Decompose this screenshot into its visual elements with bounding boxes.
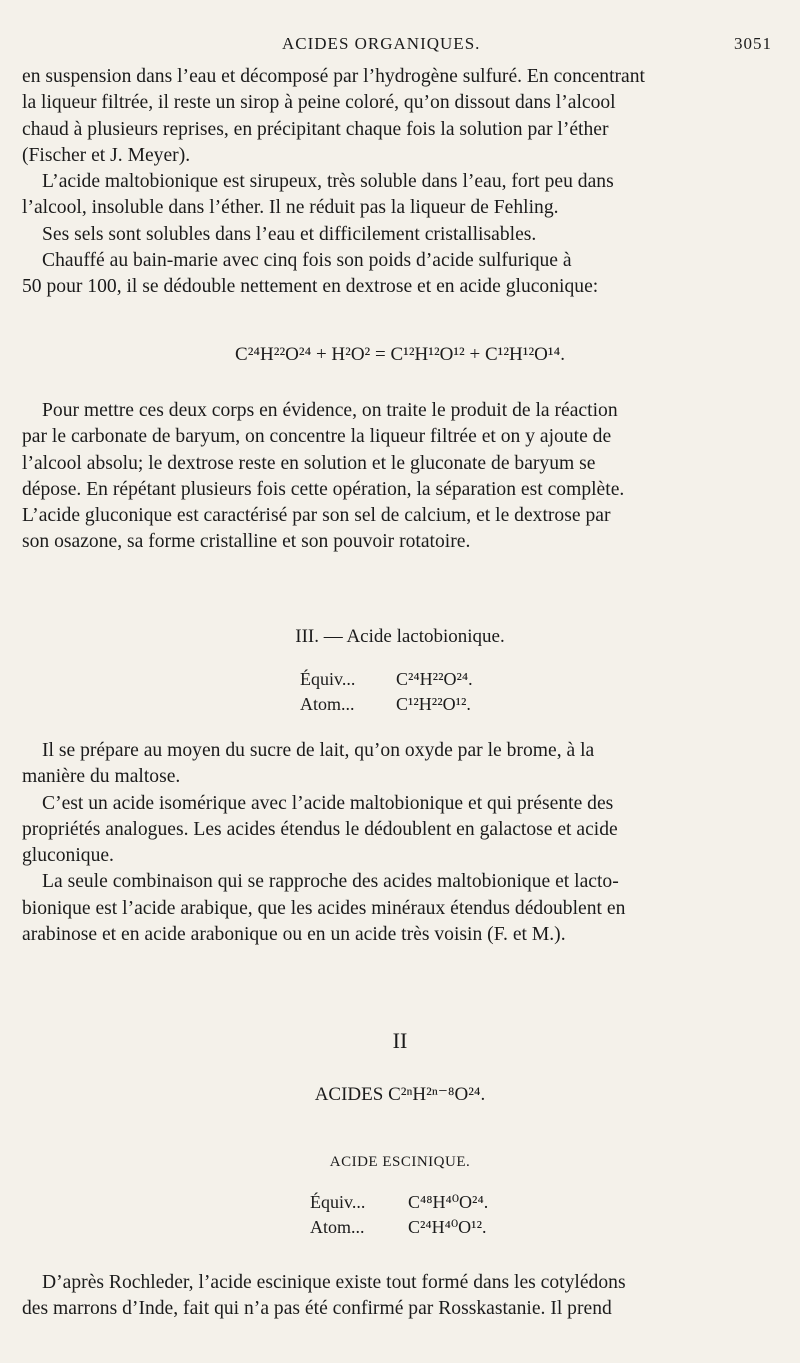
page-header bbox=[22, 30, 778, 58]
equiv-formula: C⁴⁸H⁴⁰O²⁴. bbox=[408, 1192, 489, 1212]
paragraph-6: Il se prépare au moyen du sucre de lait, qu’on oxyde par le brome, à la manière du maltose. bbox=[22, 740, 595, 788]
equiv-label: Équiv... bbox=[310, 1192, 366, 1212]
page-number: 3051 bbox=[734, 34, 772, 53]
equiv-formula: C²⁴H²²O²⁴. bbox=[396, 669, 473, 689]
atom-label: Atom... bbox=[310, 1217, 365, 1237]
paragraph-1: en suspension dans l’eau et décomposé par l’hydrogène sulfuré. En concentrant la liqueur filtrée, il reste un sirop à peine coloré, qu’on dissout dans l’alcool chaud à plusieurs reprises, en précipitant chaque fois la solution par l’éther (Fischer et J. Meyer). bbox=[22, 66, 645, 166]
body-text-top bbox=[22, 64, 772, 301]
atom-label: Atom... bbox=[300, 694, 355, 714]
atom-formula: C²⁴H⁴⁰O¹². bbox=[408, 1217, 487, 1237]
paragraph-2: L’acide maltobionique est sirupeux, très soluble dans l’eau, fort peu dans l’alcool, insoluble dans l’éther. Il ne réduit pas la liqueur de Fehling. bbox=[22, 171, 614, 219]
running-title: ACIDES ORGANIQUES. bbox=[282, 34, 481, 53]
section-heading-lactobionique: III. — Acide lactobionique. bbox=[295, 626, 505, 647]
part-heading: ACIDES C²ⁿH²ⁿ⁻⁸O²⁴. bbox=[314, 1084, 486, 1105]
equiv-label: Équiv... bbox=[300, 669, 356, 689]
paragraph-4: Chauffé au bain-marie avec cinq fois son poids d’acide sulfurique à 50 pour 100, il se dédouble nettement en dextrose et en acide gluconique: bbox=[22, 250, 599, 298]
atom-formula: C¹²H²²O¹². bbox=[396, 694, 471, 714]
paragraph-5: Pour mettre ces deux corps en évidence, on traite le produit de la réaction par le carbonate de baryum, on concentre la liqueur filtrée et on y ajoute de l’alcool absolu; le dextrose reste en solution et le gluconate de baryum se dépose. En répétant plusieurs fois cette opération, la séparation est complète. L’acide gluconique est caractérisé par son sel de calcium, et le dextrose par son osazone, sa forme cristalline et son pouvoir rotatoire. bbox=[22, 400, 625, 553]
body-text-bottom bbox=[22, 1270, 772, 1323]
part-numeral: II bbox=[392, 1028, 408, 1053]
section-heading-escinique: ACIDE ESCINIQUE. bbox=[329, 1154, 471, 1170]
paragraph-3: Ses sels sont solubles dans l’eau et difficilement cristallisables. bbox=[42, 223, 537, 245]
paragraph-8: La seule combinaison qui se rapproche des acides maltobionique et lacto- bionique est l’acide arabique, que les acides minéraux étendus dédoublent en arabinose et en acide arabonique ou en un acide très voisin (F. et M.). bbox=[22, 871, 626, 946]
body-text-lactobionique bbox=[22, 738, 772, 948]
body-text-middle bbox=[22, 398, 772, 556]
escinique-formula bbox=[310, 1190, 488, 1240]
lactobionique-formula bbox=[300, 667, 473, 717]
chemical-equation: C²⁴H²²O²⁴ + H²O² = C¹²H¹²O¹² + C¹²H¹²O¹⁴. bbox=[235, 344, 565, 365]
paragraph-9: D’après Rochleder, l’acide escinique existe tout formé dans les cotylédons des marrons d’Inde, fait qui n’a pas été confirmé par Rosskastanie. Il prend bbox=[22, 1272, 626, 1320]
paragraph-7: C’est un acide isomérique avec l’acide maltobionique et qui présente des propriétés analogues. Les acides étendus le dédoublent en galactose et acide gluconique. bbox=[22, 792, 618, 867]
